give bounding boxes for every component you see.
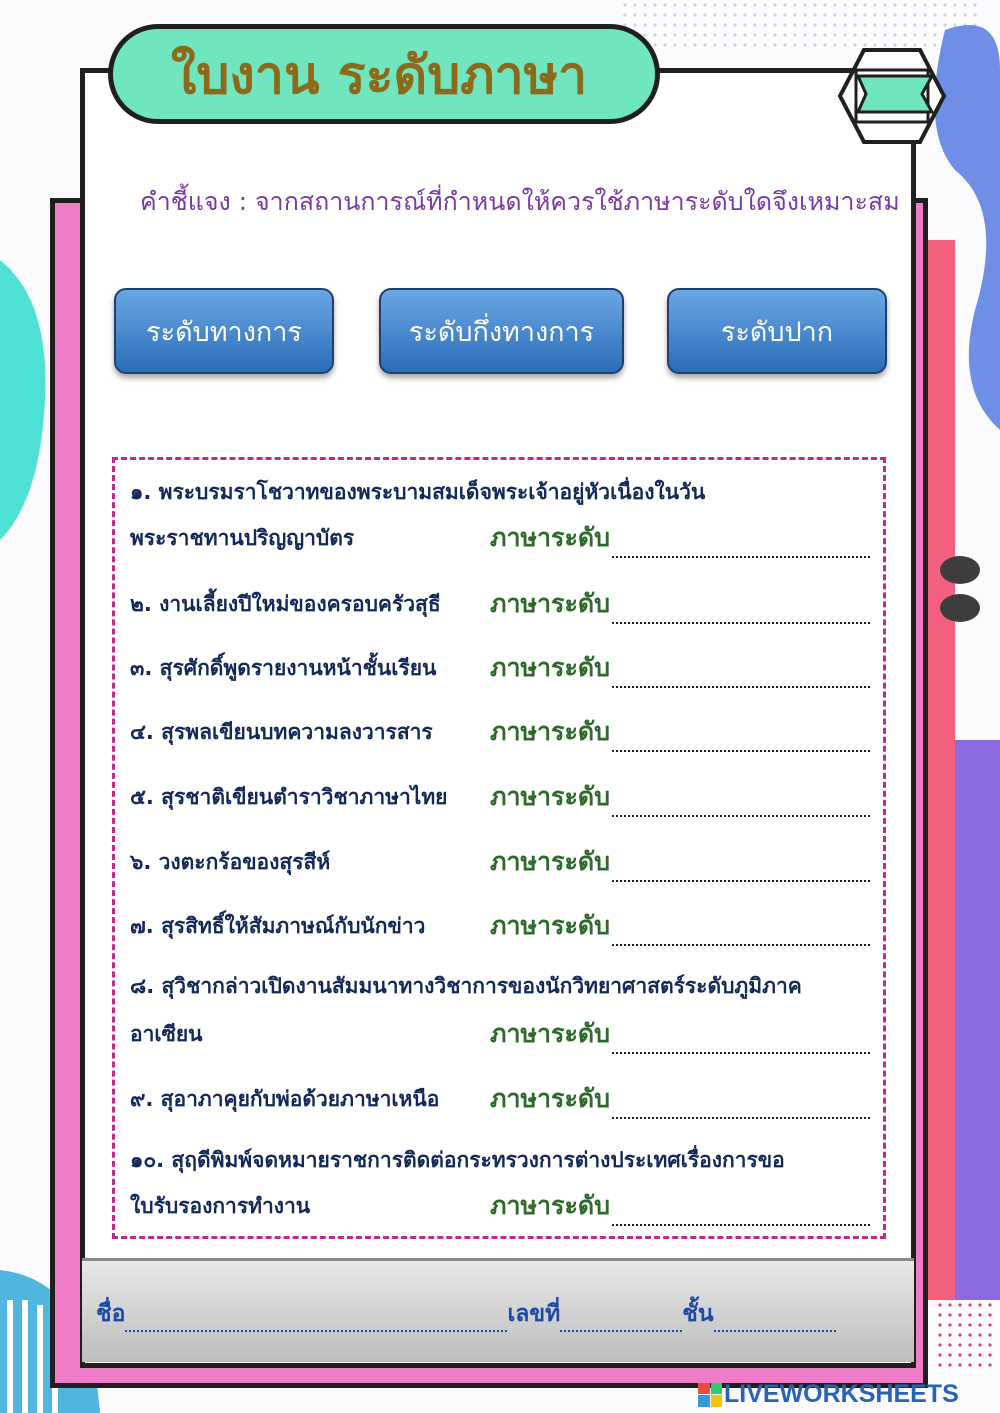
question-1-line-2: พระราชทานปริญญาบัตร: [130, 526, 355, 550]
question-7: ๗. สุรสิทธิ์ให้สัมภาษณ์กับนักข่าว: [130, 914, 426, 938]
number-input[interactable]: [560, 1306, 682, 1332]
gray-dots-right: [935, 550, 985, 630]
answer-input-7[interactable]: [612, 920, 870, 946]
question-4: ๔. สุรพลเขียนบทความลงวารสาร: [130, 720, 433, 744]
brand-name: LIVEWORKSHEETS: [724, 1380, 959, 1408]
answer-row-6: [490, 842, 870, 882]
question-10-line-2: ใบรับรองการทำงาน: [130, 1194, 311, 1218]
answer-input-3[interactable]: [612, 662, 870, 688]
answer-label: ภาษาระดับ: [490, 523, 610, 552]
answer-input-4[interactable]: [612, 726, 870, 752]
level-button-colloquial[interactable]: ระดับปาก: [667, 288, 887, 374]
hexagon-ribbon-icon: [836, 46, 948, 146]
class-label: ชั้น: [682, 1301, 714, 1327]
level-button-formal[interactable]: ระดับทางการ: [114, 288, 334, 374]
answer-row-5: [490, 777, 870, 817]
answer-input-8[interactable]: [612, 1028, 870, 1054]
question-5: ๕. สุรชาติเขียนตำราวิชาภาษาไทย: [130, 785, 448, 809]
answer-label: ภาษาระดับ: [490, 1191, 610, 1220]
question-1-line-1: ๑. พระบรมราโชวาทของพระบามสมเด็จพระเจ้าอยู่หัวเนื่องในวัน: [130, 480, 706, 504]
answer-input-6[interactable]: [612, 856, 870, 882]
name-label: ชื่อ: [96, 1301, 126, 1327]
liveworksheets-icon: [698, 1383, 722, 1407]
answer-row-2: [490, 584, 870, 624]
answer-input-2[interactable]: [612, 598, 870, 624]
answer-row-1: [490, 518, 870, 558]
question-8-line-1: ๘. สุวิชากล่าวเปิดงานสัมมนาทางวิชาการของนักวิทยาศาสตร์ระดับภูมิภาค: [130, 974, 802, 998]
answer-label: ภาษาระดับ: [490, 589, 610, 618]
answer-label: ภาษาระดับ: [490, 782, 610, 811]
answer-row-10: [490, 1186, 870, 1226]
question-6: ๖. วงตะกร้อของสุรสีห์: [130, 850, 331, 874]
answer-label: ภาษาระดับ: [490, 911, 610, 940]
answer-label: ภาษาระดับ: [490, 717, 610, 746]
question-8-line-2: อาเซียน: [130, 1022, 203, 1046]
answer-label: ภาษาระดับ: [490, 1019, 610, 1048]
number-label: เลขที่: [507, 1301, 561, 1327]
answer-input-10[interactable]: [612, 1200, 870, 1226]
question-2: ๒. งานเลี้ยงปีใหม่ของครอบครัวสุธี: [130, 592, 441, 616]
answer-label: ภาษาระดับ: [490, 653, 610, 682]
answer-input-1[interactable]: [612, 532, 870, 558]
answer-label: ภาษาระดับ: [490, 847, 610, 876]
question-9: ๙. สุอาภาคุยกับพ่อด้วยภาษาเหนือ: [130, 1087, 440, 1111]
answer-row-8: [490, 1014, 870, 1054]
instruction-text: คำชี้แจง : จากสถานการณ์ที่กำหนดให้ควรใช้ภาษาระดับใดจึงเหมาะสม: [140, 187, 900, 216]
answer-input-5[interactable]: [612, 791, 870, 817]
answer-row-9: [490, 1079, 870, 1119]
answer-row-7: [490, 906, 870, 946]
student-name-row: [96, 1296, 836, 1332]
answer-row-4: [490, 712, 870, 752]
answer-label: ภาษาระดับ: [490, 1084, 610, 1113]
question-10-line-1: ๑๐. สุฤดีพิมพ์จดหมายราชการติดต่อกระทรวงการต่างประเทศเรื่องการขอ: [130, 1148, 785, 1172]
question-3: ๓. สุรศักดิ์พูดรายงานหน้าชั้นเรียน: [130, 656, 437, 680]
answer-row-3: [490, 648, 870, 688]
class-input[interactable]: [714, 1306, 836, 1332]
worksheet-title: ใบงาน ระดับภาษา: [108, 24, 660, 124]
name-input[interactable]: [125, 1306, 507, 1332]
answer-input-9[interactable]: [612, 1093, 870, 1119]
level-button-semi-formal[interactable]: ระดับกึ่งทางการ: [379, 288, 624, 374]
liveworksheets-logo: [698, 1380, 959, 1409]
